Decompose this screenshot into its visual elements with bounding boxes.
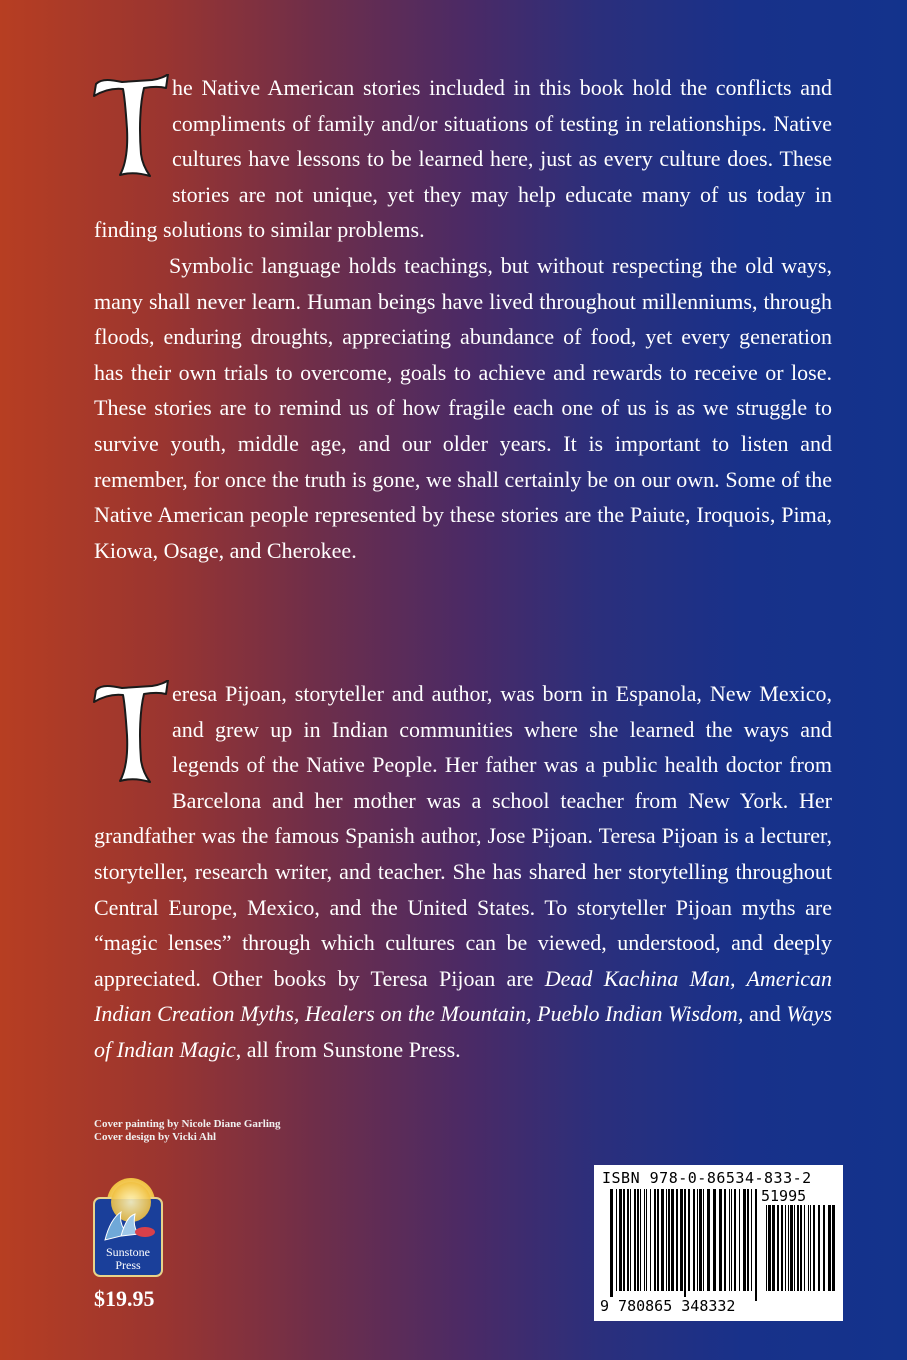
barcode [594, 1165, 843, 1321]
paragraph-1-text: he Native American stories included in this book hold the conflicts and compliments of family and/or situations of testing in relationships. Native cultures have lessons to be learned here, just as every culture does. These stories are not unique, yet they may help educate many of us today in finding solutions to similar problems. [94, 75, 832, 243]
connector-text: and [743, 1001, 787, 1027]
price: $19.95 [94, 1286, 155, 1311]
price-code: 51995 [761, 1187, 807, 1205]
dropcap-t-icon [92, 74, 170, 178]
book-titles: Dead Kachina Man, American Indian Creation Myths, Healers on the Mountain, Pueblo Indian Wisdom, [94, 965, 832, 1027]
addon-barcode-bars-icon [766, 1205, 836, 1301]
author-bio-text: eresa Pijoan, storyteller and author, was born in Espanola, New Mexico, and grew up in Indian communities where she learned the ways and legends of the Native People. Her father was a public health doctor from Barcelona and her mother was a school teacher from New York. Her grandfather was the famous Spanish author, Jose Pijoan. Teresa Pijoan is a lecturer, storyteller, research writer, and teacher. She has shared her storytelling throughout Central Europe, Mexico, and the United States. To storyteller Pijoan myths are “magic lenses” through which cultures can be viewed, understood, and deeply appreciated. Other books by Teresa Pijoan are [94, 681, 832, 991]
ean-digits: 9 780865 348332 [600, 1297, 736, 1315]
logo-text-1: Sunstone [105, 1245, 151, 1259]
bio-ending: , all from Sunstone Press. [235, 1036, 461, 1062]
book-title-ways-of-indian-magic: Ways of Indian Magic [94, 1001, 833, 1062]
logo-text-2: Press [115, 1258, 141, 1272]
dropcap-t-icon [92, 680, 170, 784]
painting-credit: Cover painting by Nicole Diane Garling [94, 1118, 281, 1130]
ean-barcode-bars-icon [610, 1189, 760, 1301]
design-credit: Cover design by Vicki Ahl [94, 1131, 217, 1143]
author-bio [94, 676, 832, 1068]
cover-credits [94, 1118, 281, 1144]
description-paragraph-2: Symbolic language holds teachings, but without respecting the old ways, many shall never learn. Human beings have lived throughout millenniums, through floods, enduring droughts, appreciating abundance of food, yet every generation has their own trials to overcome, goals to achieve and rewards to receive or lose. These stories are to remind us of how fragile each one of us is as we struggle to survive youth, middle age, and our older years. It is important to listen and remember, for once the truth is gone, we shall certainly be on our own. Some of the Native American people represented by these stories are the Paiute, Iroquois, Pima, Kiowa, Osage, and Cherokee. [94, 252, 832, 563]
description-paragraph-1 [94, 70, 832, 568]
sunstone-press-logo-icon [93, 1176, 163, 1278]
isbn-label: ISBN 978-0-86534-833-2 [602, 1169, 812, 1187]
